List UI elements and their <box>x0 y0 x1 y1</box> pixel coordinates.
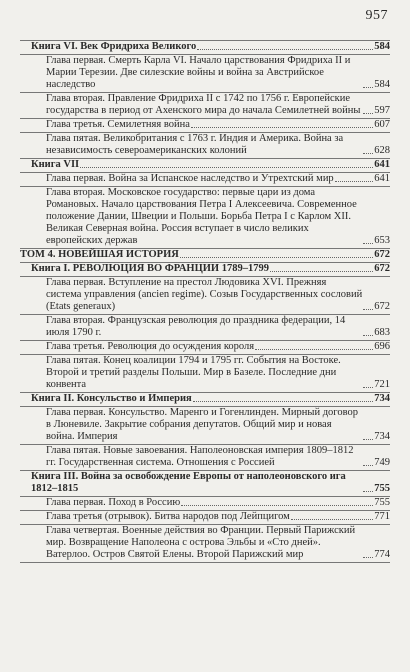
dot-leader <box>363 335 373 336</box>
toc-entry-title: Глава вторая. Московское государство: первые цари из дома Романовых. Начало царствования Петра I Алексеевича. Современное положение Дании, Швеции и Польши. Борьба Петра I с Карлом XII. Великая Северная война. Россия вступает в число великих европейских держав <box>46 187 357 246</box>
toc-entry-title: Глава первая. Поход в Россию <box>46 497 181 508</box>
toc-entry-title: Книга II. Консульство и Империя <box>31 393 192 404</box>
toc-entry-title: Глава первая. Смерть Карла VI. Начало царствования Фридриха II и Марии Терезии. Две силезские войны и война за Австрийское наследство <box>46 55 351 90</box>
toc-entry-title: Глава первая. Война за Испанское наследство и Утрехтский мир <box>46 173 334 184</box>
toc-entry-title: Глава вторая. Правление Фридриха II с 1742 по 1756 г. Европейские государства в период от Ахенского мира до начала Семилетней войны <box>46 93 361 116</box>
toc-entry-page: 584 <box>374 41 390 52</box>
toc-entry-page: 749 <box>374 457 390 468</box>
toc-chapter-entry <box>20 186 390 248</box>
toc-book-entry <box>20 262 390 276</box>
toc-chapter-entry <box>20 340 390 354</box>
toc-entry-title: Книга I. РЕВОЛЮЦИЯ ВО ФРАНЦИИ 1789–1799 <box>31 263 269 274</box>
page-number: 957 <box>365 8 388 23</box>
dot-leader <box>255 349 373 350</box>
toc-chapter-entry <box>20 496 390 510</box>
dot-leader <box>191 127 373 128</box>
toc-entry-title: Глава пятая. Новые завоевания. Наполеоновская империя 1809–1812 гг. Государственная система. Отношения с Россией <box>46 445 354 468</box>
toc-entry-title: Глава пятая. Великобритания с 1763 г. Индия и Америка. Война за независимость североамериканских колоний <box>46 133 344 156</box>
toc-entry-page: 755 <box>374 497 390 508</box>
toc-entry-page: 774 <box>374 549 390 560</box>
toc-chapter-entry <box>20 172 390 186</box>
dot-leader <box>291 519 373 520</box>
dot-leader <box>335 181 374 182</box>
dot-leader <box>363 557 373 558</box>
dot-leader <box>80 167 373 168</box>
toc-entry-title: Глава первая. Консульство. Маренго и Гогенлинден. Мирный договор в Люневиле. Закрытие собрания депутатов. Общий мир и новая война. Империя <box>46 407 358 442</box>
toc-entry-page: 584 <box>374 79 390 90</box>
toc-chapter-entry <box>20 276 390 314</box>
table-of-contents <box>20 40 390 563</box>
toc-chapter-entry <box>20 314 390 340</box>
dot-leader <box>193 401 374 402</box>
toc-entry-page: 672 <box>374 263 390 274</box>
toc-entry-title: Книга VII <box>31 159 80 170</box>
toc-book-entry <box>20 470 390 496</box>
dot-leader <box>363 243 373 244</box>
dot-leader <box>270 271 373 272</box>
toc-book-entry <box>20 392 390 406</box>
toc-entry-title: ТОМ 4. НОВЕЙШАЯ ИСТОРИЯ <box>20 249 179 260</box>
toc-chapter-entry <box>20 132 390 158</box>
toc-chapter-entry <box>20 406 390 444</box>
toc-entry-title: Глава третья. Революция до осуждения короля <box>46 341 255 352</box>
toc-entry-title: Глава пятая. Конец коалиции 1794 и 1795 гг. События на Востоке. Второй и третий разделы Польши. Мир в Базеле. Последние дни конвента <box>46 355 341 390</box>
dot-leader <box>363 439 373 440</box>
toc-volume-entry <box>20 248 390 262</box>
toc-entry-page: 734 <box>374 393 390 404</box>
toc-entry-page: 641 <box>374 173 390 184</box>
toc-entry-title: Глава первая. Вступление на престол Людовика XVI. Прежняя система управления (ancien regime). Созыв Государственных сословий (Etats generaux) <box>46 277 363 312</box>
dot-leader <box>181 505 373 506</box>
toc-chapter-entry <box>20 54 390 92</box>
dot-leader <box>363 491 373 492</box>
toc-entry-page: 771 <box>374 511 390 522</box>
toc-entry-page: 641 <box>374 159 390 170</box>
toc-entry-title: Глава вторая. Французская революция до праздника федерации, 14 июля 1790 г. <box>46 315 346 338</box>
toc-entry-title: Книга VI. Век Фридриха Великого <box>31 41 197 52</box>
dot-leader <box>180 257 373 258</box>
toc-entry-page: 672 <box>374 249 390 260</box>
toc-entry-page: 672 <box>374 301 390 312</box>
toc-chapter-entry <box>20 444 390 470</box>
toc-book-entry <box>20 40 390 54</box>
toc-book-entry <box>20 158 390 172</box>
toc-chapter-entry <box>20 354 390 392</box>
toc-entry-page: 653 <box>374 235 390 246</box>
toc-entry-page: 734 <box>374 431 390 442</box>
dot-leader <box>363 309 373 310</box>
toc-chapter-entry <box>20 524 390 563</box>
toc-entry-page: 628 <box>374 145 390 156</box>
toc-entry-page: 683 <box>374 327 390 338</box>
toc-chapter-entry <box>20 510 390 524</box>
toc-entry-page: 721 <box>374 379 390 390</box>
toc-entry-title: Глава четвертая. Военные действия во Франции. Первый Парижский мир. Возвращение Наполеона с острова Эльбы и «Сто дней». Ватерлоо. Остров Святой Елены. Второй Парижский мир <box>46 525 356 560</box>
toc-entry-page: 597 <box>374 105 390 116</box>
toc-entry-page: 755 <box>374 483 390 494</box>
toc-entry-title: Глава третья. Семилетняя война <box>46 119 190 130</box>
dot-leader <box>363 387 373 388</box>
dot-leader <box>197 49 373 50</box>
toc-chapter-entry <box>20 118 390 132</box>
toc-entry-title: Книга III. Война за освобождение Европы от наполеоновского ига 1812–1815 <box>31 471 346 494</box>
toc-entry-title: Глава третья (отрывок). Битва народов под Лейпцигом <box>46 511 290 522</box>
toc-entry-page: 696 <box>374 341 390 352</box>
dot-leader <box>363 87 373 88</box>
dot-leader <box>363 465 373 466</box>
dot-leader <box>363 113 373 114</box>
toc-entry-page: 607 <box>374 119 390 130</box>
dot-leader <box>363 153 373 154</box>
toc-chapter-entry <box>20 92 390 118</box>
